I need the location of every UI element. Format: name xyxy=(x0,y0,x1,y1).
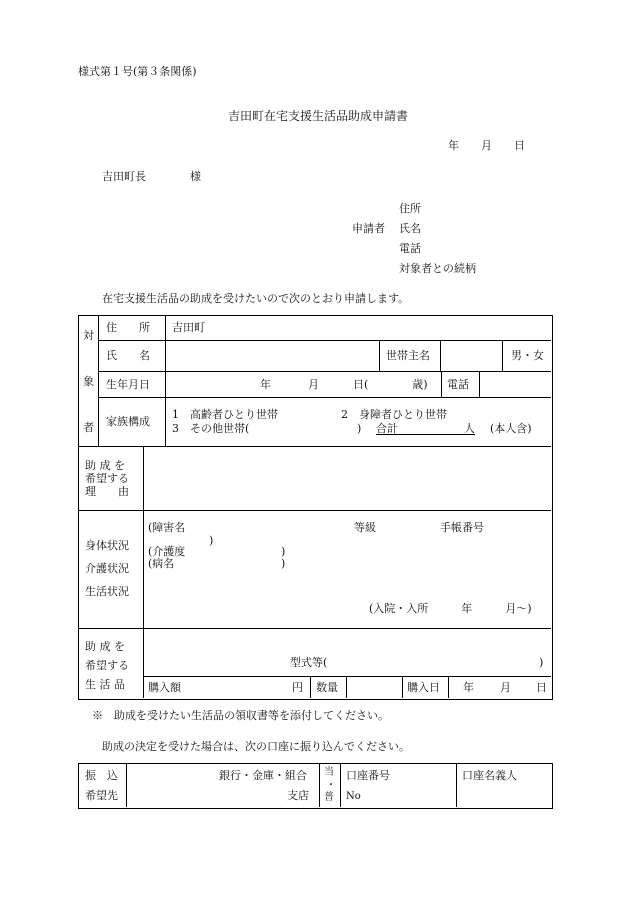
household-head-label: 世帯主名 xyxy=(386,349,430,362)
bank-transfer-label: 振 込 xyxy=(85,769,118,782)
disability-close: ) xyxy=(209,534,214,547)
model-label: 型式等( xyxy=(290,656,328,669)
account-type-char-2: ・ xyxy=(326,780,336,791)
account-type-char-3: 普 xyxy=(324,792,334,803)
intro-text: 在宅支援生活品の助成を受けたいので次のとおり申請します。 xyxy=(102,292,410,305)
family-total-suffix: (本人含) xyxy=(490,422,532,435)
purchase-date-label: 購入日 xyxy=(407,681,440,694)
bank-destination-label: 希望先 xyxy=(85,789,118,802)
family-option-1: 1 高齢者ひとり世帯 xyxy=(172,408,278,421)
disease-close: ) xyxy=(281,557,286,570)
subject-name-label: 氏 名 xyxy=(106,349,150,362)
family-total: 合計 人 xyxy=(376,422,475,435)
dob-month: 月 xyxy=(308,378,319,391)
subject-side-char-2: 象 xyxy=(83,375,94,388)
bank-branch: 支店 xyxy=(287,789,309,802)
addressee: 吉田町長 様 xyxy=(102,170,201,183)
family-option-3: 3 その他世帯( xyxy=(172,422,250,435)
reason-label-1: 助 成 を xyxy=(85,459,125,472)
price-yen: 円 xyxy=(292,681,303,694)
account-number-prefix: No xyxy=(346,791,361,802)
purchase-year: 年 xyxy=(463,681,474,694)
reason-label-2: 希望する xyxy=(85,472,129,485)
reason-label-3: 理 由 xyxy=(85,485,129,498)
goods-label-3: 生 活 品 xyxy=(85,678,125,691)
gender-option: 男・女 xyxy=(511,349,544,362)
form-number: 様式第１号(第３条関係) xyxy=(78,65,197,78)
handbook-number-label: 手帳番号 xyxy=(440,521,484,534)
care-level-label: (介護度 xyxy=(148,545,186,558)
account-holder-label: 口座名義人 xyxy=(462,769,517,782)
dob-day-age: 日( 歳) xyxy=(353,378,428,391)
purchase-day: 日 xyxy=(536,681,547,694)
quantity-label: 数量 xyxy=(316,681,338,694)
family-option-3-close: ) xyxy=(357,422,362,435)
subject-side-char-1: 対 xyxy=(83,329,94,342)
dob-label: 生年月日 xyxy=(106,378,150,391)
account-type-char-1: 当 xyxy=(324,767,334,778)
model-close: ) xyxy=(539,656,544,669)
application-date: 年 月 日 xyxy=(448,139,525,152)
condition-label-life: 生活状況 xyxy=(85,585,129,598)
applicant-phone-label: 電話 xyxy=(399,242,421,255)
subject-address-label: 住 所 xyxy=(106,321,150,334)
account-number-label: 口座番号 xyxy=(346,769,390,782)
applicant-name-label: 氏名 xyxy=(399,222,421,235)
care-level-close: ) xyxy=(281,545,286,558)
applicant-role-label: 申請者 xyxy=(352,222,385,235)
price-label: 購入額 xyxy=(148,681,181,694)
condition-label-care: 介護状況 xyxy=(85,562,129,575)
applicant-relation-label: 対象者との続柄 xyxy=(399,262,476,275)
purchase-month: 月 xyxy=(500,681,511,694)
dob-year: 年 xyxy=(260,378,271,391)
disability-grade-label: 等級 xyxy=(354,521,376,534)
disease-label: (病名 xyxy=(148,557,175,570)
subject-side-char-3: 者 xyxy=(83,421,94,434)
condition-label-body: 身体状況 xyxy=(85,539,129,552)
applicant-address-label: 住所 xyxy=(399,202,421,215)
subject-address-value: 吉田町 xyxy=(172,321,205,334)
subject-phone-label: 電話 xyxy=(447,378,469,391)
attachment-note: ※ 助成を受けたい生活品の領収書等を添付してください。 xyxy=(92,709,389,722)
page-title: 吉田町在宅支援生活品助成申請書 xyxy=(228,109,409,123)
family-label: 家族構成 xyxy=(106,415,150,428)
hospital-period: (入院・入所 年 月～) xyxy=(369,602,532,615)
goods-label-2: 希望する xyxy=(85,659,129,672)
family-option-2: 2 身障者ひとり世帯 xyxy=(341,408,447,421)
disability-name-label: (障害名 xyxy=(148,521,186,534)
subject-table xyxy=(78,315,553,700)
goods-label-1: 助 成 を xyxy=(85,640,125,653)
bank-types: 銀行・金庫・組合 xyxy=(219,769,307,782)
bank-intro: 助成の決定を受けた場合は、次の口座に振り込んでください。 xyxy=(102,740,410,753)
